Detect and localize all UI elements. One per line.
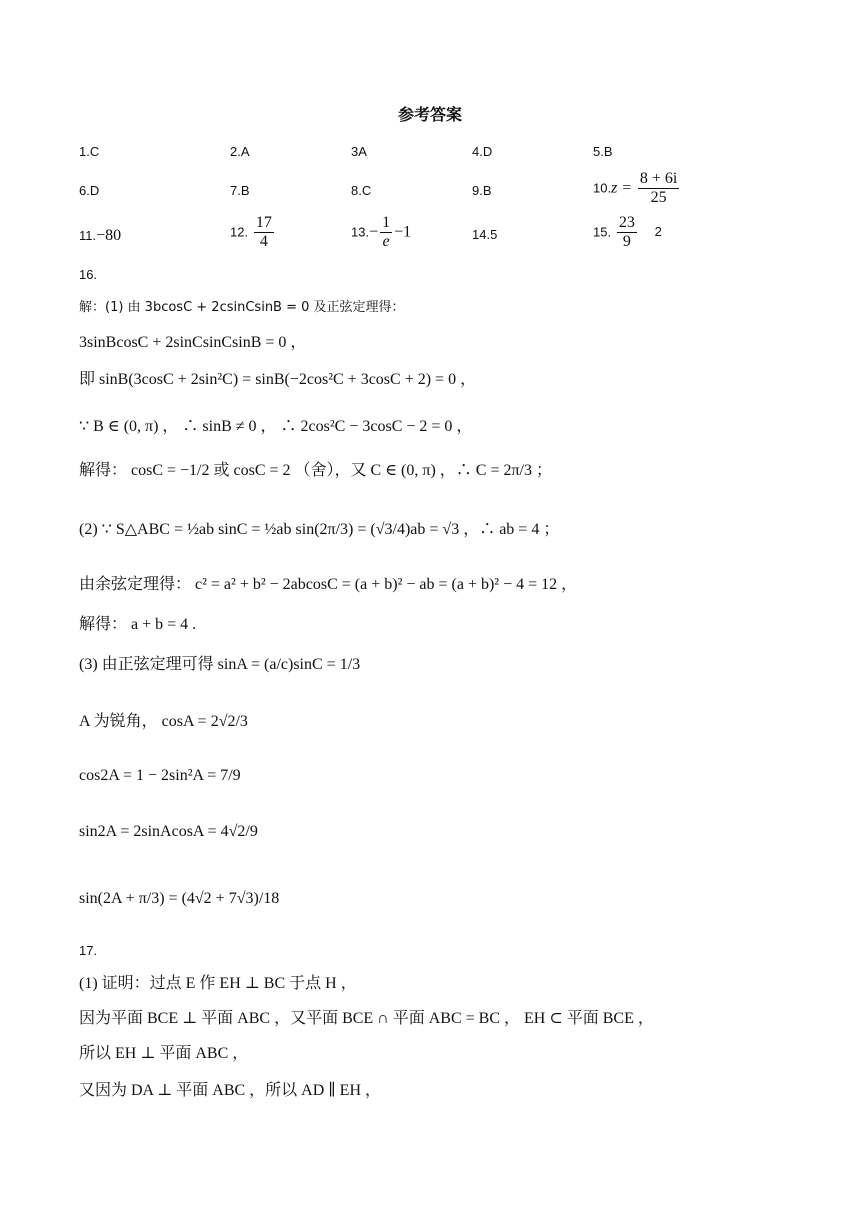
q16-line-11: cos2A = 1 − 2sin²A = 7/9 xyxy=(79,767,241,784)
q17-line-3: 所以 EH ⊥ 平面 ABC ， xyxy=(79,1045,249,1062)
answer-14: 14.5 xyxy=(472,227,498,242)
q16-line-3: 即 sinB(3cosC + 2sin²C) = sinB(−2cos²C + 3cosC + 2) = 0 ， xyxy=(79,371,477,388)
answer-11: 11.−80 xyxy=(79,227,122,244)
q16-line-10: A 为锐角， cosA = 2√2/3 xyxy=(79,713,248,730)
q16-line-9: (3) 由正弦定理可得 sinA = (a/c)sinC = 1/3 xyxy=(79,656,361,673)
q16-line-8: 解得： a + b = 4 . xyxy=(79,616,197,633)
answer-7: 7.B xyxy=(230,183,250,198)
q16-line-4: ∵ B ∈ (0, π) ， ∴ sinB ≠ 0 ， ∴ 2cos²C − 3cosC − 2 = 0 ， xyxy=(79,418,473,435)
answer-12: 12. $\frac{17}{4}$ xyxy=(230,214,272,251)
answer-6: 6.D xyxy=(79,183,100,198)
fraction: $\frac{17}{4}$ xyxy=(255,214,272,251)
question-number-16: 16. xyxy=(79,267,98,282)
answer-9: 9.B xyxy=(472,183,492,198)
answer-3: 3A xyxy=(351,144,367,159)
page-title: 参考答案 xyxy=(397,105,462,124)
answer-1: 1.C xyxy=(79,144,100,159)
fraction: $\frac{8 + 6i}{25}$ xyxy=(639,170,678,207)
question-number-17: 17. xyxy=(79,943,98,958)
fraction: $\frac{1}{e}$ xyxy=(382,214,391,251)
q16-line-12: sin2A = 2sinAcosA = 4√2/9 xyxy=(79,823,258,840)
q17-line-1: (1) 证明：过点 E 作 EH ⊥ BC 于点 H ， xyxy=(79,975,357,992)
answer-15: 15. $\frac{23}{9}$ 2 xyxy=(593,214,662,251)
q16-line-7: 由余弦定理得： c² = a² + b² − 2abcosC = (a + b)² − ab = (a + b)² − 4 = 12 ， xyxy=(79,576,578,593)
answer-8: 8.C xyxy=(351,183,372,198)
fraction: $\frac{23}{9}$ xyxy=(618,214,635,251)
q16-line-13: sin(2A + π/3) = (4√2 + 7√3)/18 xyxy=(79,890,280,907)
answer-10: 10.z = $\frac{8 + 6i}{25}$ xyxy=(593,170,678,207)
q16-line-5: 解得： cosC = −1/2 或 cosC = 2 （舍），又 C ∈ (0, π) ，∴ C = 2π/3 ； xyxy=(79,462,552,479)
answer-13: 13.− $\frac{1}{e}$ −1 xyxy=(351,214,412,251)
answer-5: 5.B xyxy=(593,144,613,159)
q16-line-1: 解：(1) 由 3bcosC + 2csinCsinB = 0 及正弦定理得： xyxy=(79,300,405,315)
q16-line-2: 3sinBcosC + 2sinCsinCsinB = 0 ， xyxy=(79,334,307,351)
q16-line-6: (2) ∵ S△ABC = ½ab sinC = ½ab sin(2π/3) = (√3/4)ab = √3 ，∴ ab = 4 ； xyxy=(79,521,560,538)
answer-4: 4.D xyxy=(472,144,493,159)
q17-line-2: 因为平面 BCE ⊥ 平面 ABC ，又平面 BCE ∩ 平面 ABC = BC ， EH ⊂ 平面 BCE ， xyxy=(79,1010,654,1027)
answer-2: 2.A xyxy=(230,144,250,159)
q17-line-4: 又因为 DA ⊥ 平面 ABC ，所以 AD ∥ EH ， xyxy=(79,1082,382,1099)
